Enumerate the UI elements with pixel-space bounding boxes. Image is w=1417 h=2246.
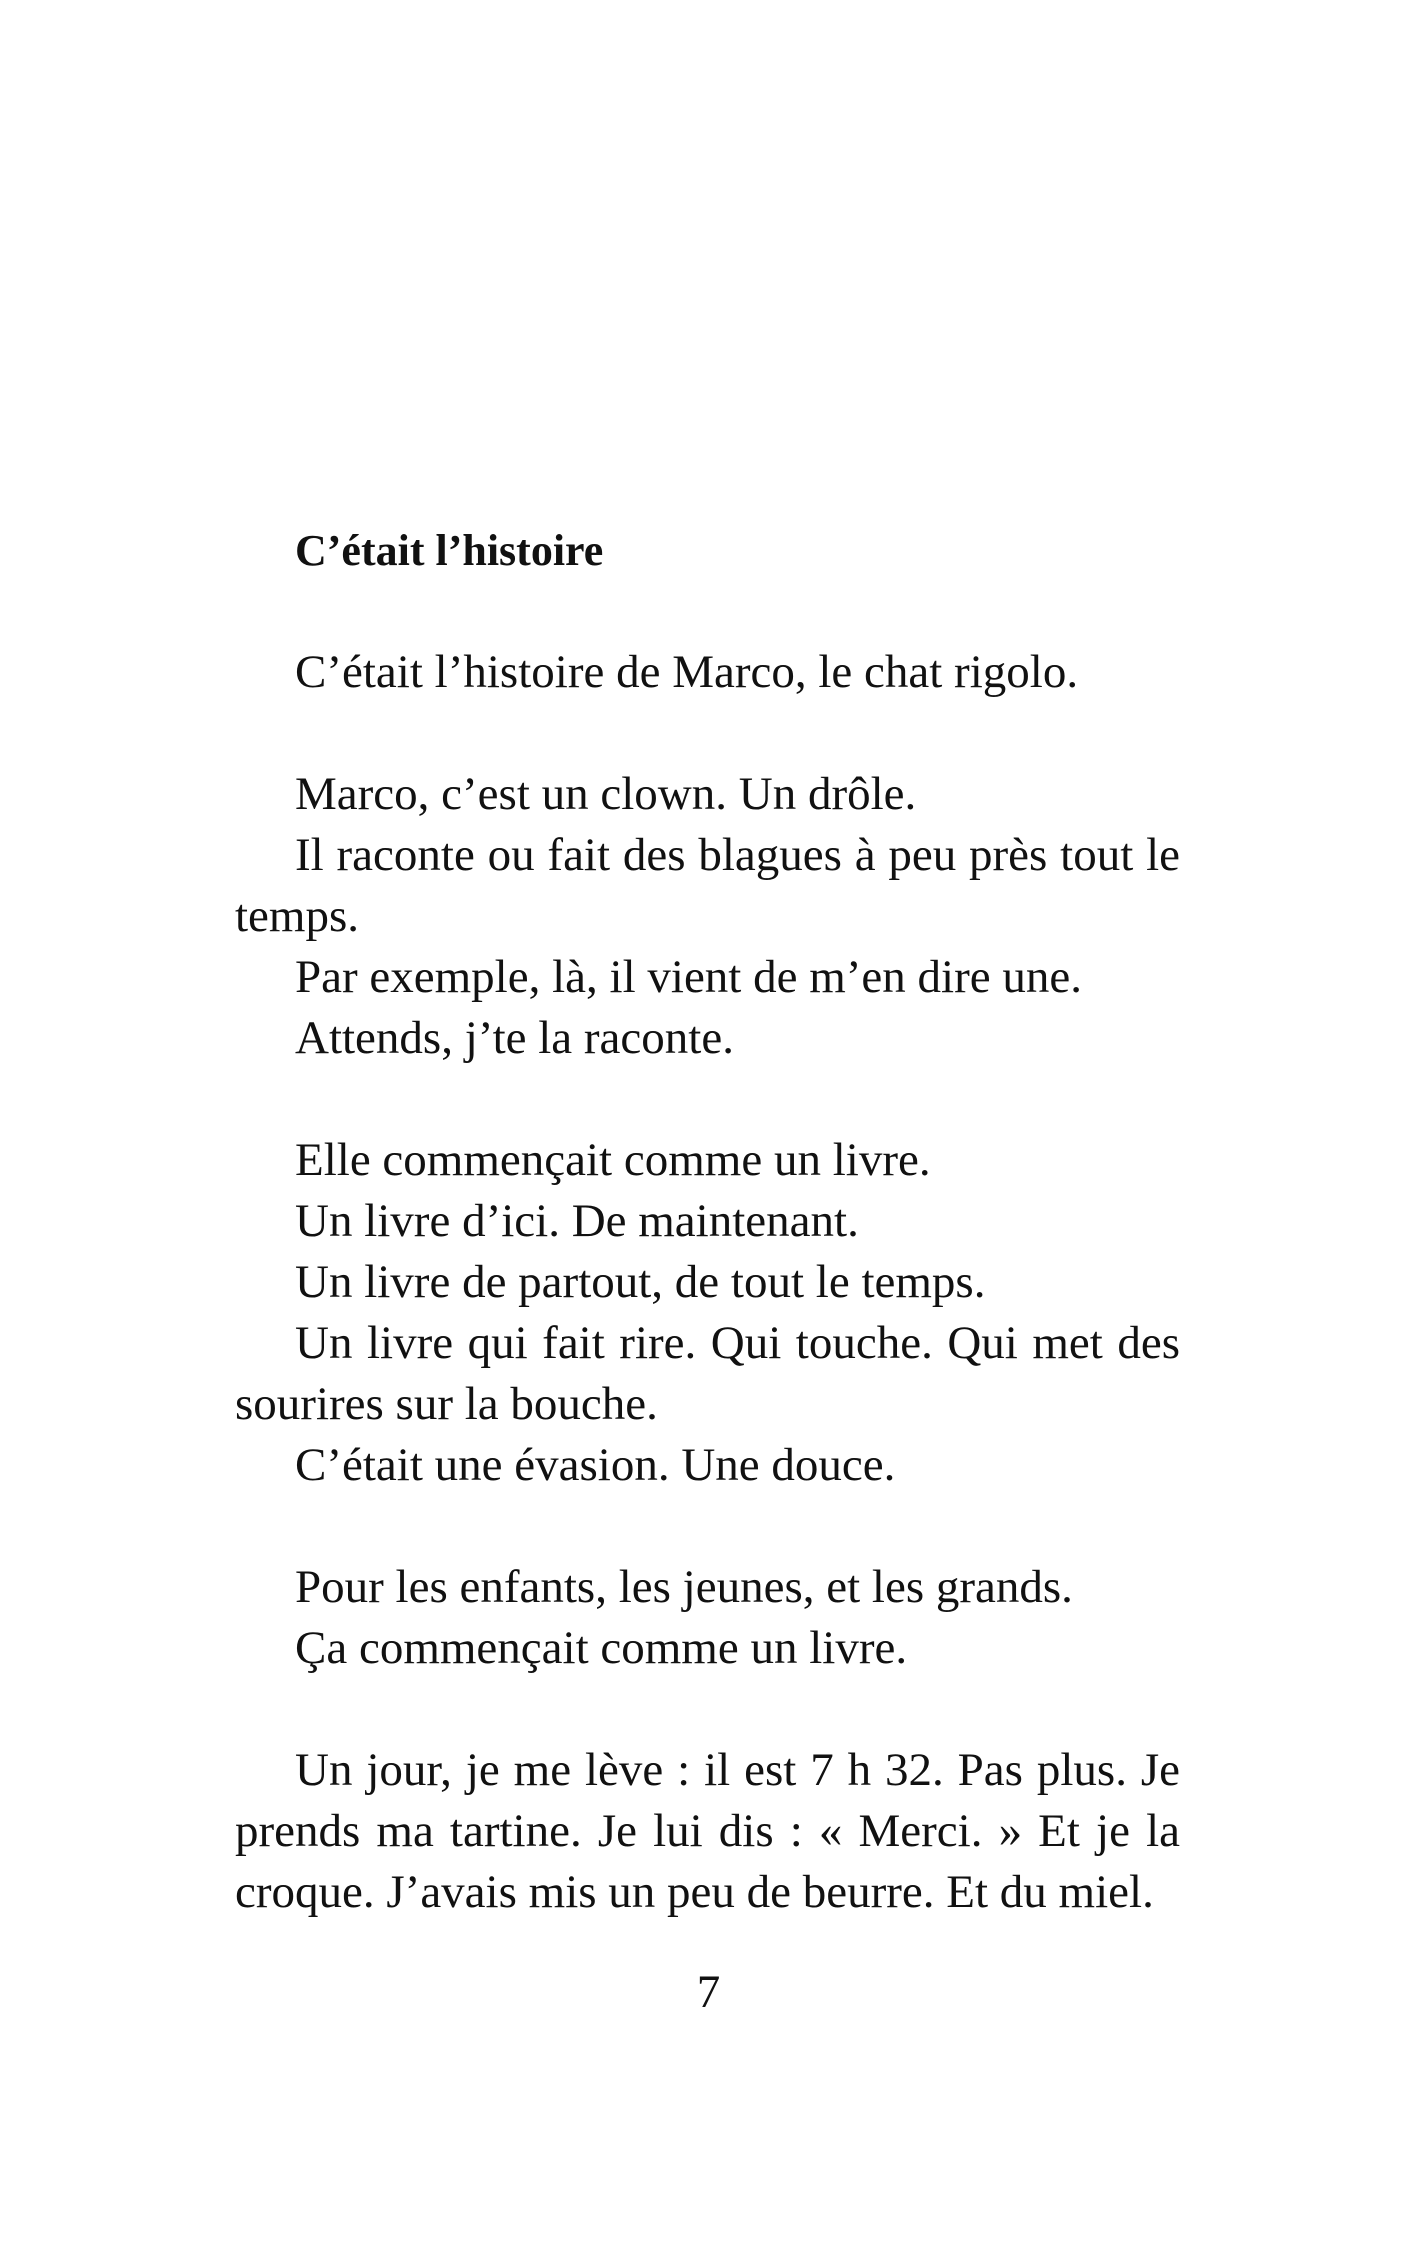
paragraph: Ça commençait comme un livre. [295,1622,908,1674]
paragraph: Un livre de partout, de tout le temps. [295,1256,986,1308]
paragraph: C’était une évasion. Une douce. [295,1439,896,1491]
spacer [235,581,1180,642]
paragraph: Marco, c’est un clown. Un drôle. [295,768,917,820]
paragraph: C’était l’histoire de Marco, le chat rigolo. [295,646,1079,698]
paragraph: Il raconte ou fait des blagues à peu près tout le temps. [235,829,1180,942]
paragraph: Un livre d’ici. De maintenant. [295,1195,859,1247]
paragraph: Pour les enfants, les jeunes, et les grands. [295,1561,1073,1613]
text-block [235,520,1180,1923]
paragraph: Attends, j’te la raconte. [295,1012,734,1064]
spacer [235,703,1180,764]
paragraph: Elle commençait comme un livre. [295,1134,931,1186]
spacer [235,1679,1180,1740]
paragraph: Par exemple, là, il vient de m’en dire une. [295,951,1082,1003]
page-number: 7 [696,1966,721,2018]
paragraph: Un livre qui fait rire. Qui touche. Qui met des sourires sur la bouche. [235,1317,1180,1430]
spacer [235,1496,1180,1557]
paragraph: Un jour, je me lève : il est 7 h 32. Pas plus. Je prends ma tartine. Je lui dis : « Merci. » Et je la croque. J’avais mis un peu de beurre. Et du miel. [235,1744,1180,1918]
spacer [235,1069,1180,1130]
chapter-title: C’était l’histoire [295,526,604,575]
